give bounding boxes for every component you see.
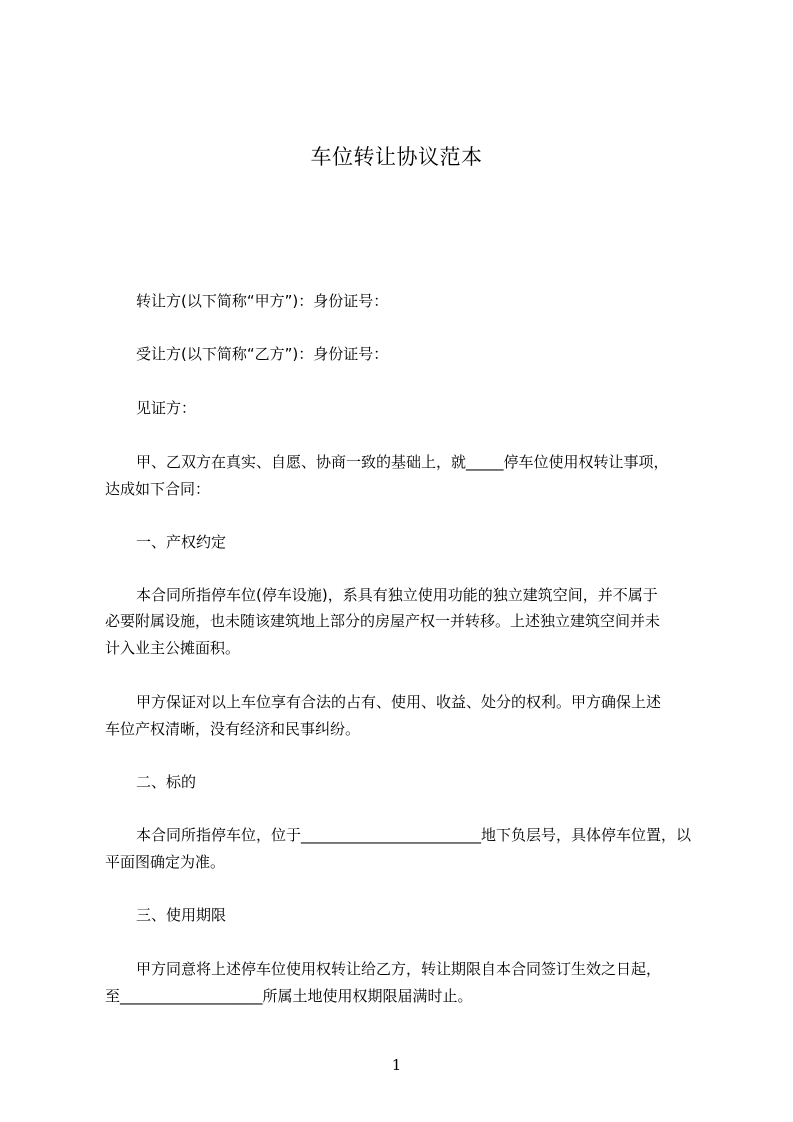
section1-heading: 一、产权约定 <box>136 533 227 551</box>
document-title: 车位转让协议范本 <box>310 145 483 169</box>
section3-para-line1: 甲方同意将上述停车位使用权转让给乙方，转让期限自本合同签订生效之日起， <box>136 960 662 978</box>
section1-para1-line1: 本合同所指停车位(停车设施)，系具有独立使用功能的独立建筑空间，并不属于 <box>136 586 658 604</box>
section3-heading: 三、使用期限 <box>136 906 227 924</box>
witness-line: 见证方： <box>136 399 197 417</box>
section1-para1-line3: 计入业主公摊面积。 <box>105 639 241 657</box>
preamble-line-1: 甲、乙双方在真实、自愿、协商一致的基础上，就_____停车位使用权转让事项， <box>136 453 669 471</box>
section1-para2-line1: 甲方保证对以上车位享有合法的占有、使用、收益、处分的权利。甲方确保上述 <box>136 693 662 711</box>
page-number: 1 <box>391 1056 402 1074</box>
section1-para1-line2: 必要附属设施，也未随该建筑地上部分的房屋产权一并转移。上述独立建筑空间并未 <box>105 612 661 630</box>
transferor-line: 转让方(以下简称“甲方”)：身份证号： <box>136 292 389 310</box>
transferee-line: 受让方(以下简称“乙方”)：身份证号： <box>136 345 389 363</box>
section2-para-line2: 平面图确定为准。 <box>105 853 226 871</box>
section2-para-line1: 本合同所指停车位，位于________________________地下负层号，具体停车位置，以 <box>136 826 692 844</box>
section2-heading: 二、标的 <box>136 773 197 791</box>
section1-para2-line2: 车位产权清晰，没有经济和民事纠纷。 <box>105 720 361 738</box>
preamble-line-2: 达成如下合同： <box>105 480 211 498</box>
section3-para-line2: 至___________________所属土地使用权期限届满时止。 <box>105 987 473 1005</box>
